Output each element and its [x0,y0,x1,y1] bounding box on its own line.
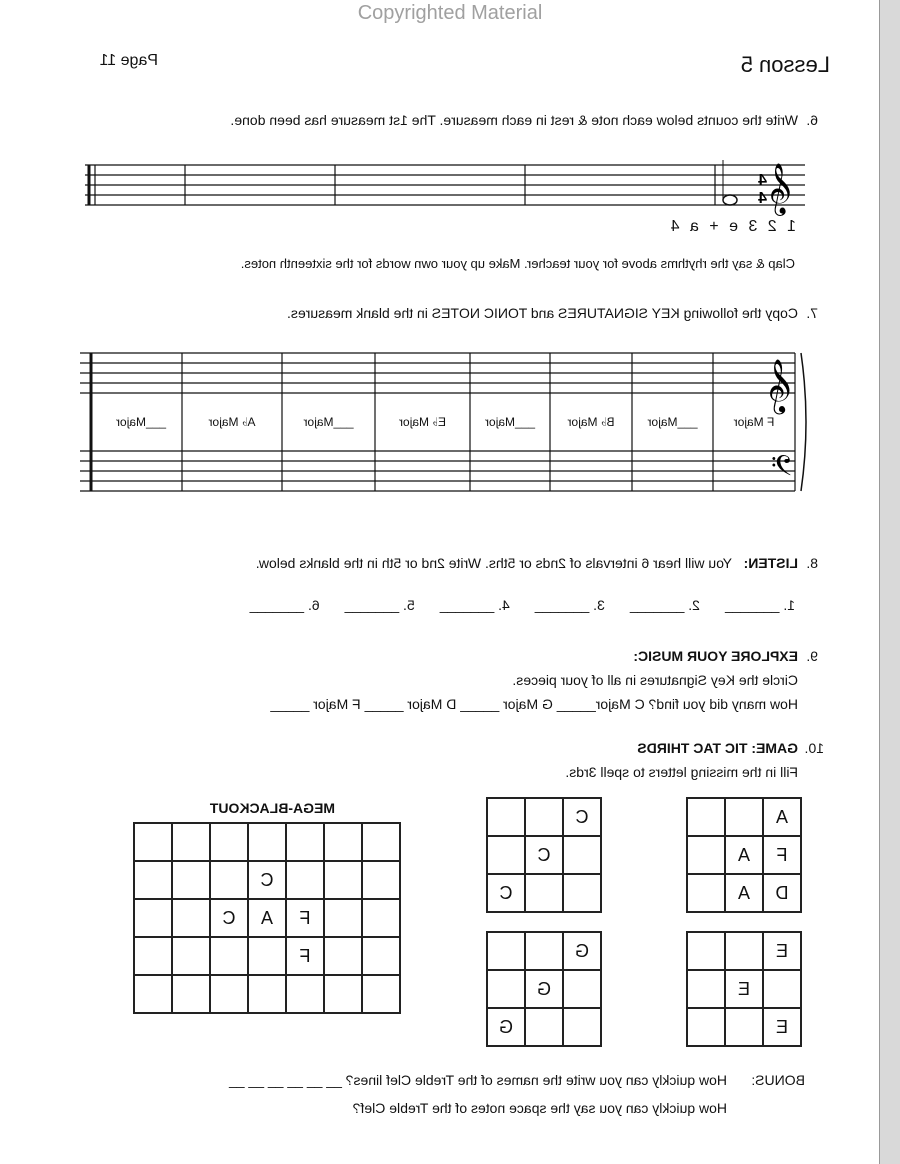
svg-text:4: 4 [758,172,767,189]
bonus-line1: How quickly can you write the names of the Treble Clef lines? __ __ __ __ __ __ [228,1072,727,1088]
grid-cell[interactable] [724,799,762,837]
answer-blank[interactable]: 3. _______ [534,597,605,613]
grid-cell[interactable] [285,862,323,900]
grid-cell[interactable] [209,976,247,1014]
mega-blackout-grid [133,822,401,1014]
q9-number: 9. [806,648,818,664]
grid-cell[interactable]: C [209,900,247,938]
answer-blank[interactable]: 1. _______ [724,597,795,613]
grid-cell[interactable]: G [524,971,562,1009]
grid-cell[interactable] [361,824,399,862]
grid-cell[interactable] [323,824,361,862]
page-number: Page 11 [99,52,158,69]
grid-cell[interactable]: F [285,900,323,938]
grid-cell[interactable] [562,971,600,1009]
grid-cell[interactable]: F [285,938,323,976]
grid-cell[interactable] [486,971,524,1009]
grid-cell[interactable] [562,1009,600,1047]
q6-clap: Clap & say the rhythms above for your teacher. Make up your own words for the sixteenth notes. [240,256,795,271]
grid-cell[interactable] [686,1009,724,1047]
q6-number: 6. [806,112,818,128]
grid-cell[interactable] [133,938,171,976]
q8-instruction: You will hear 6 intervals of 2nds or 5ths. Write 2nd or 5th in the blanks below. [255,555,732,571]
key-label: ___Major [115,415,167,429]
tic-tac-grid-1 [686,797,802,913]
key-label: A♭ Major [208,415,256,429]
grid-cell[interactable]: E [762,933,800,971]
bonus-line2: How quickly can you say the space notes of the Treble Clef? [352,1100,727,1116]
grid-cell[interactable] [171,862,209,900]
grid-cell[interactable]: A [247,900,285,938]
grid-cell[interactable] [724,1009,762,1047]
grid-cell[interactable] [285,976,323,1014]
bonus-label: BONUS: [751,1072,805,1088]
grid-cell[interactable] [686,971,724,1009]
answer-blank[interactable]: 6. _______ [249,597,320,613]
grid-cell[interactable] [171,976,209,1014]
mega-title: MEGA-BLACKOUT [209,800,335,816]
grid-cell[interactable] [133,900,171,938]
grid-cell[interactable]: G [486,1009,524,1047]
lesson-title: Lesson 5 [740,52,830,77]
q9-title: EXPLORE YOUR MUSIC: [633,648,798,664]
grid-cell[interactable] [209,824,247,862]
grid-cell[interactable] [323,900,361,938]
answer-blank[interactable]: 5. _______ [344,597,415,613]
q6-instruction: Write the counts below each note & rest in each measure. The 1st measure has been done. [230,112,798,128]
tic-tac-grid-4 [486,931,602,1047]
grid-cell[interactable]: A [724,837,762,875]
q10-title: GAME: TIC TAC THIRDS [637,740,798,756]
key-label: E♭ Major [399,415,447,429]
grid-cell[interactable]: A [724,875,762,913]
treble-clef-icon: 𝄞 [768,163,795,214]
q7-instruction: Copy the following KEY SIGNATURES and TONIC NOTES in the blank measures. [287,305,798,321]
grid-cell[interactable] [361,976,399,1014]
q8-blanks [95,597,795,613]
grid-cell[interactable]: C [486,875,524,913]
key-label: F Major [733,415,775,429]
grid-cell[interactable] [524,933,562,971]
q8-number: 8. [806,555,818,571]
answer-blank[interactable]: 4. _______ [439,597,510,613]
grid-cell[interactable] [486,837,524,875]
grid-cell[interactable]: D [762,875,800,913]
q10-number: 10. [804,740,824,756]
grid-cell[interactable]: G [562,933,600,971]
grid-cell[interactable] [133,862,171,900]
grid-cell[interactable] [686,799,724,837]
grid-cell[interactable] [562,875,600,913]
grid-cell[interactable] [361,938,399,976]
grid-cell[interactable] [133,824,171,862]
key-label-row [95,415,795,429]
grid-cell[interactable] [686,933,724,971]
grid-cell[interactable] [323,976,361,1014]
grid-cell[interactable] [524,799,562,837]
q6-counts: 1 2 3 e + a 4 [667,218,796,235]
grid-cell[interactable] [171,824,209,862]
q10-instruction: Fill in the missing letters to spell 3rds. [565,764,798,780]
answer-blank[interactable]: 2. _______ [629,597,700,613]
treble-clef-icon: 𝄞 [767,358,795,412]
tic-tac-grid-3 [686,931,802,1047]
grid-cell[interactable] [524,875,562,913]
q8-title: LISTEN: [743,555,798,571]
grid-cell[interactable] [247,824,285,862]
grid-cell[interactable] [209,862,247,900]
grid-cell[interactable] [285,824,323,862]
grid-cell[interactable]: C [562,799,600,837]
key-label: ___Major [484,415,536,429]
key-label: ___Major [303,415,354,429]
q9-line2: How many did you find? C Major_____ G Major _____ D Major _____ F Major _____ [270,696,798,712]
grid-cell[interactable]: E [762,1009,800,1047]
grid-cell[interactable] [486,799,524,837]
grid-cell[interactable] [361,900,399,938]
grid-cell[interactable]: C [524,837,562,875]
grid-cell[interactable] [486,933,524,971]
grid-cell[interactable] [247,938,285,976]
grid-cell[interactable] [724,933,762,971]
grid-cell[interactable] [524,1009,562,1047]
watermark: Copyrighted Material [357,2,543,24]
grid-cell[interactable]: A [762,799,800,837]
grid-cell[interactable] [686,837,724,875]
key-label: ___Major [647,415,698,429]
grid-cell[interactable] [762,971,800,1009]
grid-cell[interactable] [323,862,361,900]
grid-cell[interactable] [686,875,724,913]
brace-icon [801,353,806,491]
grid-cell[interactable]: C [247,862,285,900]
grid-cell[interactable] [323,938,361,976]
grid-cell[interactable] [247,976,285,1014]
grid-cell[interactable] [171,938,209,976]
grid-cell[interactable]: F [762,837,800,875]
q7-number: 7. [806,305,818,321]
grid-cell[interactable] [562,837,600,875]
grid-cell[interactable] [133,976,171,1014]
tic-tac-grid-2 [486,797,602,913]
svg-text:4: 4 [758,190,767,207]
key-label: B♭ Major [567,415,615,429]
grid-cell[interactable]: E [724,971,762,1009]
q9-line1: Circle the Key Signatures in all of your pieces. [512,672,798,688]
bass-clef-icon: 𝄢 [771,450,793,490]
grid-cell[interactable] [209,938,247,976]
grid-cell[interactable] [171,900,209,938]
grid-cell[interactable] [361,862,399,900]
